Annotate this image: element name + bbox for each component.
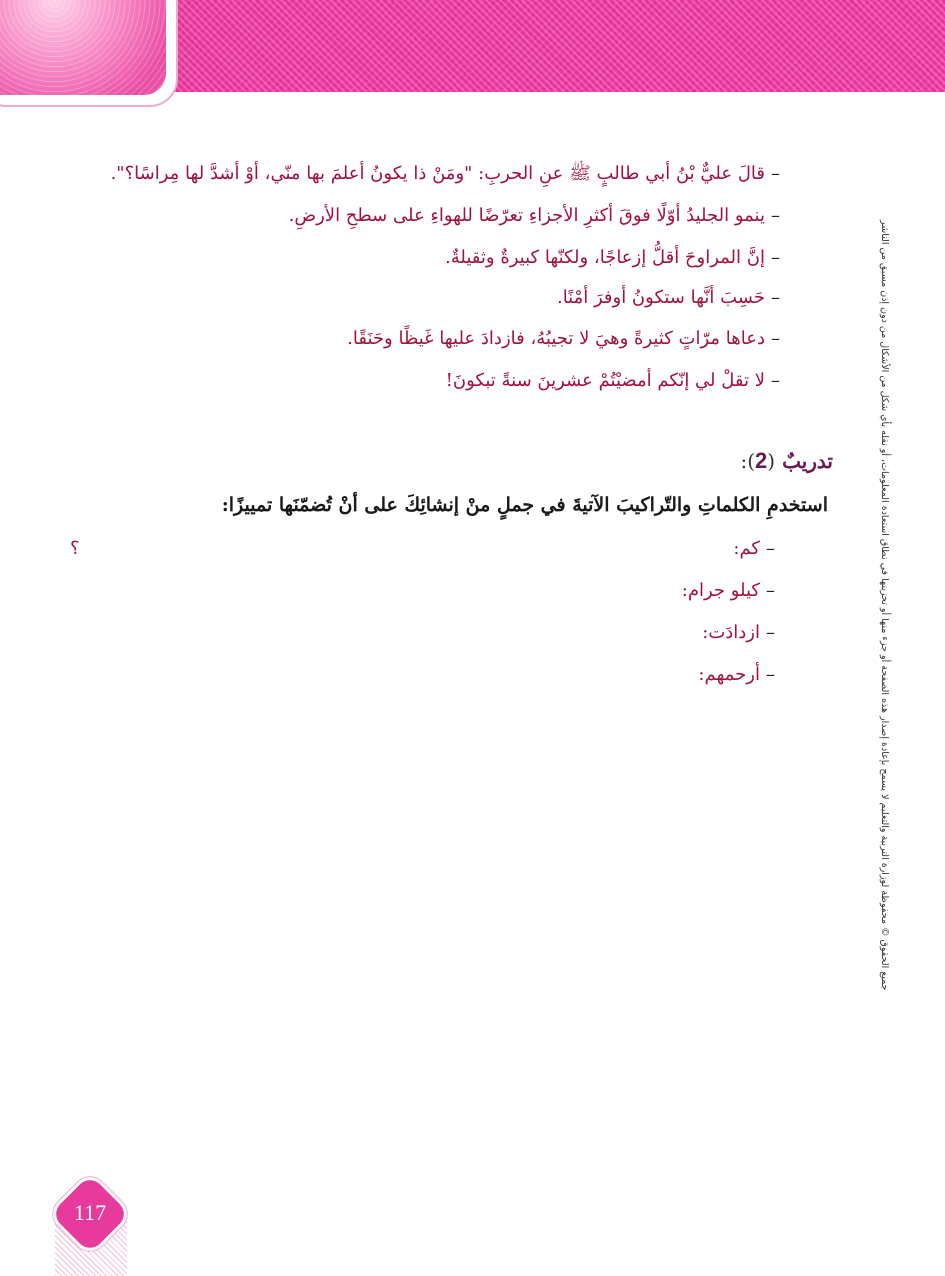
sentence-item: –لا تقلْ لي إنّكم أمضيْتُمْ عشرينَ سنةً تبكونَ!: [445, 370, 780, 391]
page-number-badge: [50, 1178, 128, 1276]
exercise-item: –ازدادَت:: [702, 622, 775, 643]
exercise-item: –كم:: [733, 538, 775, 559]
exercise-item: –أرحمهم:: [698, 664, 775, 685]
copyright-note: جميع الحقوق © محفوظة لوزارة التربية والتعليم لا يسمح بإعادة إصدار هذه الصفحة أو جزء منها أو تخزينها في نطاق استعادة المعلومات، أو نقله بأي شكل من الأشكال من دون إذن مسبق من الناشر: [879, 220, 890, 991]
page-number: 117: [73, 1200, 107, 1225]
exercise-item: –كيلو جرام:: [681, 580, 775, 601]
stray-question-mark: ؟: [70, 538, 80, 559]
sentence-item: –دعاها مرّاتٍ كثيرةً وهيَ لا تجيبُهُ، فازدادَ عليها غَيظًا وحَنَقًا.: [347, 328, 780, 349]
exercise-instruction: استخدمِ الكلماتِ والتّراكيبَ الآتيةَ في جملٍ منْ إنشائِكَ على أنْ تُضمّنَها تمييزًا:: [221, 494, 828, 516]
corner-pattern: [0, 0, 166, 95]
corner-decoration: [0, 0, 176, 105]
exercise-number: 2: [755, 448, 768, 473]
sentence-item: –ينمو الجليدُ أوّلًا فوقَ أكثرِ الأجزاءِ تعرّضًا للهواءِ على سطحِ الأرضِ.: [288, 205, 780, 226]
exercise-title-word: تدريبٌ: [782, 449, 833, 473]
exercise-title: تدريبٌ (2):: [740, 448, 833, 473]
sentence-item: –حَسِبَ أنَّها ستكونُ أوفرَ أمْنًا.: [556, 287, 780, 308]
sentence-item: –قالَ عليٌّ بْنُ أبي طالبٍ ﷺ عنِ الحربِ: "ومَنْ ذا يكونُ أعلمَ بها منّي، أوْ أشدَّ لها مِراسًا؟".: [110, 163, 780, 184]
sentence-item: –إنَّ المراوحَ أقلُّ إزعاجًا، ولكنّها كبيرةٌ وثقيلةٌ.: [445, 247, 780, 268]
